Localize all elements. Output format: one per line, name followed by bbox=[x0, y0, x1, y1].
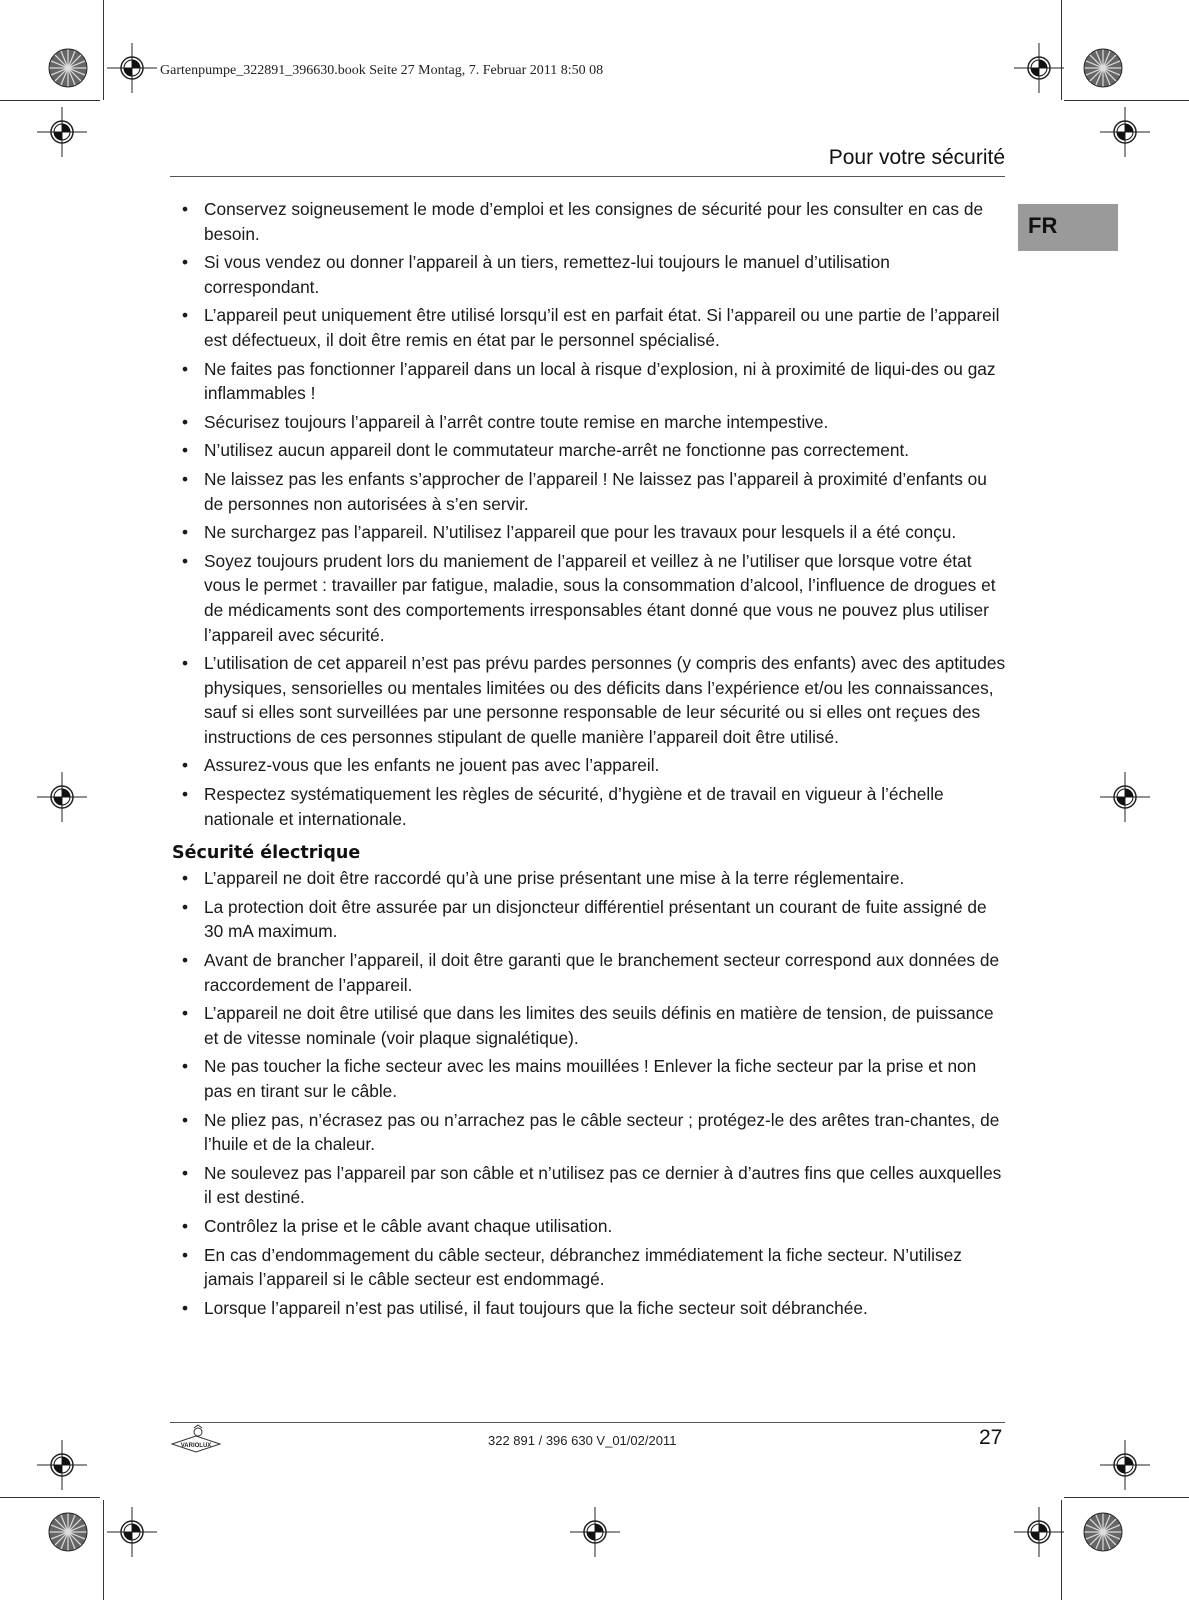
bullet-icon: • bbox=[182, 1215, 189, 1236]
list-item-text: La protection doit être assurée par un disjoncteur différentiel présentant un courant de fuite assigné de 30 mA maximum. bbox=[204, 896, 987, 942]
bullet-icon: • bbox=[182, 440, 189, 461]
section-title: Pour votre sécurité bbox=[828, 146, 1005, 169]
color-wheel-icon bbox=[1082, 1511, 1124, 1553]
bullet-icon: • bbox=[182, 868, 189, 889]
list-item bbox=[172, 948, 1007, 997]
crop-line bbox=[1064, 100, 1189, 101]
list-item-text: Respectez systématiquement les règles de sécurité, d’hygiène et de travail en vigueur à l’échelle nationale et internationale. bbox=[204, 784, 944, 829]
list-item bbox=[172, 895, 1007, 944]
bullet-icon: • bbox=[182, 1244, 189, 1265]
list-item bbox=[172, 250, 1007, 299]
list-item-text: Contrôlez la prise et le câble avant chaque utilisation. bbox=[204, 1215, 613, 1236]
color-wheel-icon bbox=[47, 47, 89, 89]
list-item bbox=[172, 520, 1007, 545]
list-item bbox=[172, 1108, 1007, 1157]
registration-mark-icon bbox=[1100, 772, 1150, 822]
list-item-text: Lorsque l’appareil n’est pas utilisé, il faut toujours que la fiche secteur soit débranchée. bbox=[204, 1297, 868, 1318]
list-item-text: N’utilisez aucun appareil dont le commutateur marche-arrêt ne fonctionne pas correctement. bbox=[204, 440, 910, 461]
crop-line bbox=[103, 1500, 104, 1600]
list-item-text: L’utilisation de cet appareil n’est pas prévu pardes personnes (y compris des enfants) avec des aptitudes physiques, sensorielles ou mentales limitées ou des déficits dans l’expérience et/ou les connaissances, sauf si elles sont surveillées par une personne responsable de leur sécurité ou si elles ont reçues des instructions de ces personnes stipulant de quelle manière l’appareil doit être utilisé. bbox=[204, 653, 1006, 747]
bullet-icon: • bbox=[182, 252, 189, 273]
list-item bbox=[172, 753, 1007, 778]
list-item bbox=[172, 1001, 1007, 1050]
list-item bbox=[172, 1214, 1007, 1239]
list-item bbox=[172, 866, 1007, 891]
crop-line bbox=[103, 0, 104, 100]
electrical-safety-heading: Sécurité électrique bbox=[172, 843, 361, 864]
footer-rule bbox=[170, 1422, 1005, 1423]
color-wheel-icon bbox=[1082, 47, 1124, 89]
page-number: 27 bbox=[979, 1426, 1003, 1449]
footer-product-code: 322 891 / 396 630 V_01/02/2011 bbox=[488, 1433, 677, 1448]
list-item bbox=[172, 438, 1007, 463]
list-item-text: Ne pas toucher la fiche secteur avec les mains mouillées ! Enlever la fiche secteur par la prise et non pas en tirant sur le câble. bbox=[204, 1056, 977, 1101]
variolux-logo-icon bbox=[168, 1424, 224, 1454]
registration-mark-icon bbox=[37, 1440, 87, 1490]
section-header bbox=[170, 146, 1005, 177]
bullet-icon: • bbox=[182, 305, 189, 326]
registration-mark-icon bbox=[1014, 43, 1064, 93]
bullet-icon: • bbox=[182, 199, 189, 219]
color-wheel-icon bbox=[47, 1511, 89, 1553]
list-item-text: Ne surchargez pas l’appareil. N’utilisez l’appareil que pour les travaux pour lesquels il a été conçu. bbox=[204, 522, 957, 543]
registration-mark-icon bbox=[1100, 1440, 1150, 1490]
safety-instructions-list bbox=[172, 197, 1007, 831]
bullet-icon: • bbox=[182, 411, 189, 432]
bullet-icon: • bbox=[182, 358, 189, 379]
registration-mark-icon bbox=[107, 1507, 157, 1557]
list-item-text: Ne faites pas fonctionner l’appareil dans un local à risque d’explosion, ni à proximité de liqui-des ou gaz inflammables ! bbox=[204, 358, 996, 404]
list-item-text: L’appareil peut uniquement être utilisé lorsqu’il est en parfait état. Si l’appareil ou une partie de l’appareil est défectueux, il doit être remis en état par le personnel spécialisé. bbox=[204, 305, 1000, 350]
electrical-safety-list bbox=[172, 866, 1007, 1320]
list-item bbox=[172, 410, 1007, 435]
bullet-icon: • bbox=[182, 896, 189, 917]
bullet-icon: • bbox=[182, 1003, 189, 1024]
list-item bbox=[172, 651, 1007, 749]
registration-mark-icon bbox=[570, 1507, 620, 1557]
list-item-text: Ne pliez pas, n’écrasez pas ou n’arrachez pas le câble secteur ; protégez-le des arêtes tran-chantes, de l’huile et de la chaleur. bbox=[204, 1109, 1000, 1155]
registration-mark-icon bbox=[1014, 1507, 1064, 1557]
list-item-text: Si vous vendez ou donner l’appareil à un tiers, remettez-lui toujours le manuel d’utilisation correspondant. bbox=[204, 252, 890, 297]
list-item bbox=[172, 303, 1007, 352]
crop-line bbox=[1064, 1497, 1189, 1498]
bullet-icon: • bbox=[182, 1297, 189, 1318]
registration-mark-icon bbox=[107, 43, 157, 93]
language-tab bbox=[1018, 204, 1118, 251]
list-item-text: Assurez-vous que les enfants ne jouent pas avec l’appareil. bbox=[204, 755, 660, 776]
registration-mark-icon bbox=[37, 107, 87, 157]
bullet-icon: • bbox=[182, 755, 189, 776]
list-item-text: Soyez toujours prudent lors du maniement de l’appareil et veillez à ne l’utiliser que lorsque votre état vous le permet : travailler par fatigue, maladie, sous la consommation d’alcool, l’influence de drogues et de médicaments sont des comportements irresponsables étant donné que vous ne pouvez plus utiliser l’appareil avec sécurité. bbox=[204, 550, 996, 645]
list-item bbox=[172, 1161, 1007, 1210]
list-item-text: L’appareil ne doit être raccordé qu’à une prise présentant une mise à la terre réglementaire. bbox=[204, 868, 905, 889]
bullet-icon: • bbox=[182, 784, 189, 805]
svg-text:VARIOLUX: VARIOLUX bbox=[180, 1443, 212, 1449]
list-item bbox=[172, 1054, 1007, 1103]
bullet-icon: • bbox=[182, 1056, 189, 1077]
registration-mark-icon bbox=[1100, 107, 1150, 157]
list-item bbox=[172, 1296, 1007, 1321]
list-item-text: L’appareil ne doit être utilisé que dans les limites des seuils définis en matière de tension, de puissance et de vitesse nominale (voir plaque signalétique). bbox=[204, 1003, 994, 1048]
list-item-text: Sécurisez toujours l’appareil à l’arrêt contre toute remise en marche intempestive. bbox=[204, 411, 829, 432]
list-item bbox=[172, 1243, 1007, 1292]
bullet-icon: • bbox=[182, 550, 189, 571]
language-tab-label: FR bbox=[1028, 213, 1058, 238]
main-content bbox=[172, 197, 1007, 1324]
print-header: Gartenpumpe_322891_396630.book Seite 27 Montag, 7. Februar 2011 8:50 08 bbox=[160, 63, 604, 78]
bullet-icon: • bbox=[182, 1109, 189, 1130]
list-item-text: Conservez soigneusement le mode d’emploi et les consignes de sécurité pour les consulter en cas de besoin. bbox=[204, 199, 984, 244]
crop-line bbox=[0, 1497, 100, 1498]
bullet-icon: • bbox=[182, 653, 189, 674]
list-item-text: En cas d’endommagement du câble secteur, débranchez immédiatement la fiche secteur. N’utilisez jamais l’appareil si le câble secteur est endommagé. bbox=[204, 1244, 962, 1290]
list-item bbox=[172, 782, 1007, 831]
list-item bbox=[172, 467, 1007, 516]
list-item bbox=[172, 197, 1007, 246]
bullet-icon: • bbox=[182, 468, 189, 489]
list-item-text: Ne laissez pas les enfants s’approcher de l’appareil ! Ne laissez pas l’appareil à proximité d’enfants ou de personnes non autorisées à s’en servir. bbox=[204, 468, 987, 514]
crop-line bbox=[0, 100, 100, 101]
list-item-text: Ne soulevez pas l’appareil par son câble et n’utilisez pas ce dernier à d’autres fins que celles auxquelles il est destiné. bbox=[204, 1162, 1002, 1208]
list-item-text: Avant de brancher l’appareil, il doit être garanti que le branchement secteur correspond aux données de raccordement de l’appareil. bbox=[204, 950, 1000, 995]
bullet-icon: • bbox=[182, 950, 189, 971]
list-item bbox=[172, 357, 1007, 406]
bullet-icon: • bbox=[182, 1162, 189, 1183]
registration-mark-icon bbox=[37, 772, 87, 822]
list-item bbox=[172, 549, 1007, 647]
bullet-icon: • bbox=[182, 522, 189, 543]
